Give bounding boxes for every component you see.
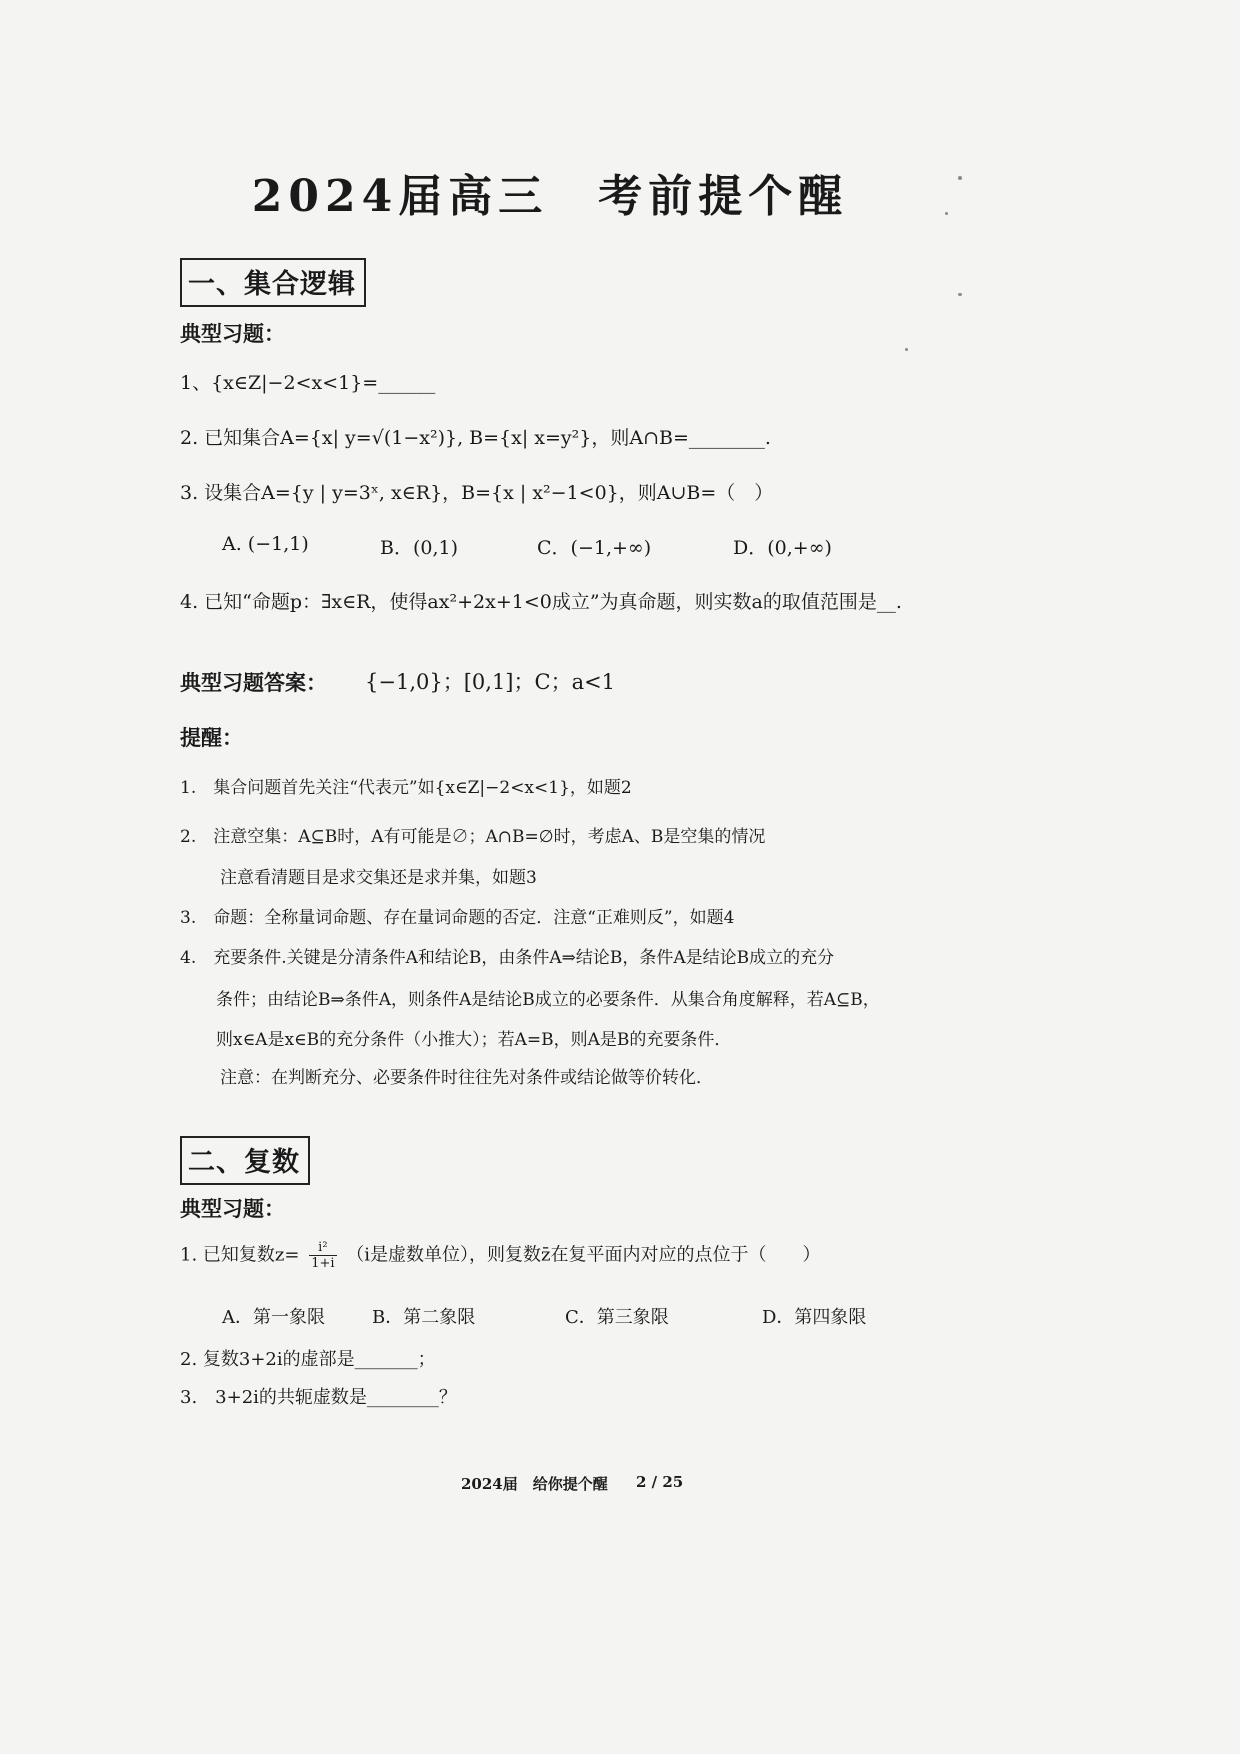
section-heading-sets-logic: 一、集合逻辑 (180, 258, 366, 307)
option-a: A. (−1,1) (222, 533, 309, 555)
fraction-denominator: 1+i (311, 1256, 335, 1271)
answers-text: {−1,0}；[0,1]；C；a<1 (365, 670, 616, 694)
answers-label: 典型习题答案： (180, 671, 327, 695)
footer-title: 2024届 给你提个醒 (461, 1475, 608, 1493)
reminder-4-line2: 条件；由结论B⇒条件A，则条件A是结论B成立的必要条件．从集合角度解释，若A⊆B， (216, 990, 880, 1010)
complex-question-2: 2. 复数3+2i的虚部是_______； (180, 1349, 436, 1370)
reminder-4-note: 注意：在判断充分、必要条件时往往先对条件或结论做等价转化． (220, 1068, 713, 1088)
question-4: 4. 已知“命题p：∃x∈R，使得ax²+2x+1<0成立”为真命题，则实数a的取值范围是__. (180, 591, 902, 613)
q1-prefix: 1. 已知复数z= (180, 1244, 300, 1266)
scan-speck (945, 212, 948, 215)
reminder-4-line1: 4. 充要条件.关键是分清条件A和结论B，由条件A⇒结论B，条件A是结论B成立的充分 (180, 948, 835, 968)
reminder-label: 提醒： (180, 726, 243, 750)
complex-option-c: C．第三象限 (565, 1307, 669, 1328)
scan-speck (958, 176, 962, 180)
section-heading-complex-numbers: 二、复数 (180, 1136, 310, 1185)
complex-option-a: A．第一象限 (222, 1307, 325, 1328)
reminder-2: 2. 注意空集：A⊆B时，A有可能是∅；A∩B=∅时，考虑A、B是空集的情况 (180, 827, 766, 847)
q1-suffix: （i是虚数单位），则复数z̄在复平面内对应的点位于（ ） (346, 1244, 821, 1266)
exercises-label-2: 典型习题： (180, 1197, 285, 1221)
exercises-label: 典型习题： (180, 322, 285, 346)
complex-option-d: D．第四象限 (762, 1307, 867, 1328)
scan-speck (958, 293, 962, 296)
fraction (309, 1240, 336, 1271)
complex-question-1 (180, 1240, 821, 1271)
question-2: 2. 已知集合A={x| y=√(1−x²)}, B={x| x=y²}，则A∩B=________. (180, 427, 771, 449)
reminder-3: 3. 命题：全称量词命题、存在量词命题的否定．注意“正难则反”，如题4 (180, 908, 735, 928)
complex-option-b: B．第二象限 (372, 1307, 476, 1328)
reminder-4-line3: 则x∈A是x∈B的充分条件（小推大）；若A=B，则A是B的充要条件． (216, 1030, 732, 1050)
page-title: 2024届高三 考前提个醒 (251, 171, 849, 222)
fraction-numerator: i² (309, 1240, 336, 1256)
option-b: B．(0,1) (380, 537, 459, 559)
question-1: 1、{x∈Z|−2<x<1}=______ (180, 372, 436, 394)
scan-speck (905, 348, 908, 351)
reminder-1: 1. 集合问题首先关注“代表元”如{x∈Z|−2<x<1}，如题2 (180, 778, 632, 798)
option-d: D．(0,+∞) (733, 537, 832, 559)
reminder-2-note: 注意看清题目是求交集还是求并集，如题3 (220, 868, 537, 888)
complex-question-3: 3. 3+2i的共轭虚数是________？ (180, 1387, 457, 1408)
question-3: 3. 设集合A={y | y=3ˣ, x∈R}，B={x | x²−1<0}，则A∪B=（ ） (180, 482, 774, 504)
option-c: C．(−1,+∞) (537, 537, 652, 559)
footer-page-number: 2 / 25 (636, 1473, 684, 1491)
